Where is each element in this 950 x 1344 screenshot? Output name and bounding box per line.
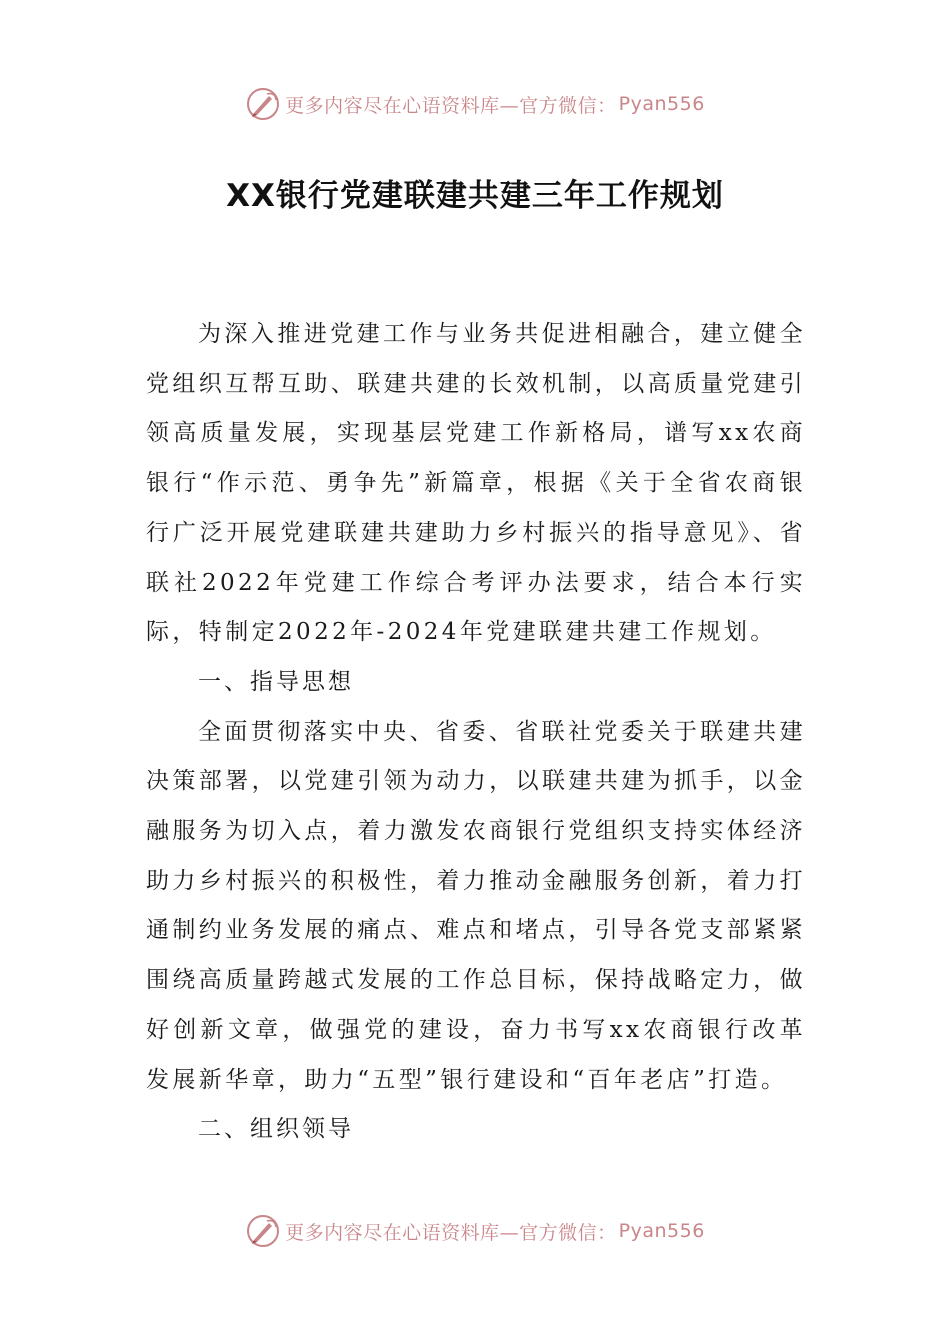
watermark-wechat-id: Pyan556 — [618, 1220, 705, 1242]
intro-paragraph: 为深入推进党建工作与业务共促进相融合，建立健全党组织互帮互助、联建共建的长效机制，以高质量党建引领高质量发展，实现基层党建工作新格局，谱写xx农商银行“作示范、勇争先”新篇章，根据《关于全省农商银行广泛开展党建联建共建助力乡村振兴的指导意见》、省联社2022年党建工作综合考评办法要求，结合本行实际，特制定2022年-2024年党建联建共建工作规划。 — [146, 321, 806, 646]
pen-logo-icon — [245, 1213, 281, 1249]
document-title: XX银行党建联建共建三年工作规划 — [226, 178, 724, 214]
watermark-footer — [0, 1211, 950, 1251]
section-heading-organization-leadership: 二、组织领导 — [198, 1116, 354, 1143]
watermark-wechat-id: Pyan556 — [618, 93, 705, 115]
guiding-ideology-paragraph: 全面贯彻落实中央、省委、省联社党委关于联建共建决策部署，以党建引领为动力，以联建共建为抓手，以金融服务为切入点，着力激发农商银行党组织支持实体经济助力乡村振兴的积极性，着力推动金融服务创新，着力打通制约业务发展的痛点、难点和堵点，引导各党支部紧紧围绕高质量跨越式发展的工作总目标，保持战略定力，做好创新文章，做强党的建设，奋力书写xx农商银行改革发展新华章，助力“五型”银行建设和“百年老店”打造。 — [146, 718, 806, 1093]
pen-logo-icon — [245, 86, 281, 122]
watermark-header — [0, 84, 950, 124]
watermark-text: 更多内容尽在心语资料库—官方微信： — [285, 1221, 617, 1244]
section-heading-guiding-ideology: 一、指导思想 — [198, 668, 354, 695]
document-body — [146, 310, 806, 1155]
watermark-text: 更多内容尽在心语资料库—官方微信： — [285, 94, 617, 117]
